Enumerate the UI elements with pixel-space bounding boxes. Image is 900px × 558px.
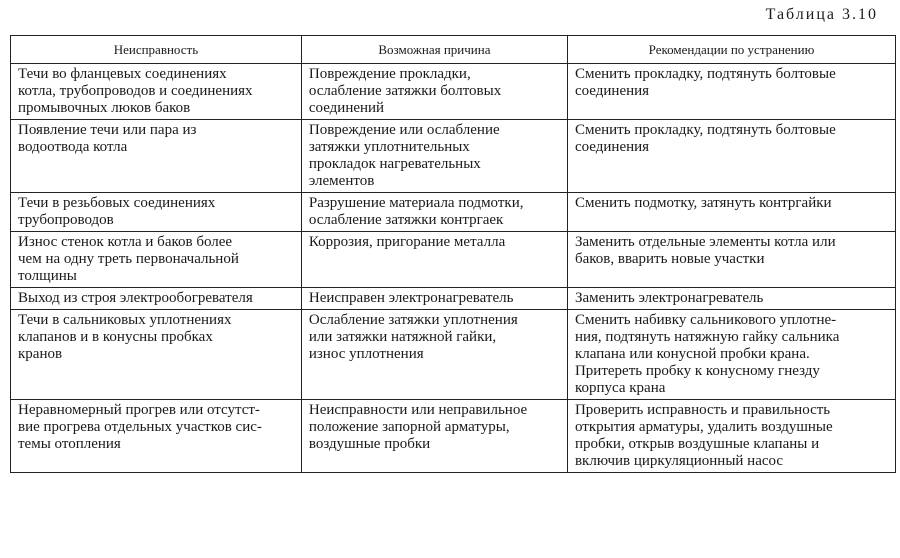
cell-cause <box>301 64 567 120</box>
cell-cause <box>301 310 567 400</box>
cell-fix <box>567 64 895 120</box>
cell-fix <box>567 120 895 193</box>
cell-fix-text: Сменить прокладку, подтянуть болтовые соединения <box>574 122 836 155</box>
cell-fault-text: Износ стенок котла и баков более чем на одну треть первоначальной толщины <box>18 234 239 284</box>
cell-fix-text: Проверить исправность и правильность открытия арматуры, удалить воздушные пробки, открыв воздушные клапаны и включив циркуляционный насос <box>574 402 833 469</box>
cell-fault <box>11 64 302 120</box>
fault-table <box>10 35 896 473</box>
table-header-row <box>11 36 896 64</box>
cell-cause <box>301 232 567 288</box>
table-row <box>11 193 896 232</box>
cell-fault-text: Течи во фланцевых соединениях котла, трубопроводов и соединениях промывочных люков баков <box>18 66 253 116</box>
cell-cause <box>301 120 567 193</box>
cell-fix <box>567 232 895 288</box>
cell-cause-text: Повреждение или ослабление затяжки уплотнительных прокладок нагревательных элементов <box>308 122 500 189</box>
cell-fault <box>11 193 302 232</box>
cell-cause <box>301 400 567 473</box>
cell-fix <box>567 288 895 310</box>
cell-fault <box>11 120 302 193</box>
table-caption: Таблица 3.10 <box>765 6 878 23</box>
cell-fault <box>11 232 302 288</box>
table-row <box>11 64 896 120</box>
table-row <box>11 232 896 288</box>
cell-cause-text: Разрушение материала подмотки, ослабление затяжки контргаек <box>308 195 524 228</box>
cell-fix-text: Заменить электронагреватель <box>574 290 764 306</box>
cell-fix <box>567 310 895 400</box>
cell-fault-text: Появление течи или пара из водоотвода котла <box>18 122 197 155</box>
table-row <box>11 288 896 310</box>
cell-fix-text: Заменить отдельные элементы котла или баков, вварить новые участки <box>574 234 836 267</box>
cell-fault <box>11 288 302 310</box>
cell-cause <box>301 193 567 232</box>
cell-fix-text: Сменить набивку сальникового уплотне- ния, подтянуть натяжную гайку сальника клапана или конусной пробки крана. Притереть пробку к конусному гнезду корпуса крана <box>574 312 840 396</box>
cell-cause-text: Неисправен электронагреватель <box>308 290 514 306</box>
cell-fault-text: Течи в сальниковых уплотнениях клапанов и в конусны пробках кранов <box>18 312 232 362</box>
cell-fix-text: Сменить подмотку, затянуть контргайки <box>574 195 832 211</box>
cell-fault-text: Неравномерный прогрев или отсутст- вие прогрева отдельных участков сис- темы отопления <box>18 402 262 452</box>
cell-cause-text: Ослабление затяжки уплотнения или затяжки натяжной гайки, износ уплотнения <box>308 312 518 362</box>
cell-cause-text: Неисправности или неправильное положение запорной арматуры, воздушные пробки <box>308 402 528 452</box>
cell-fault <box>11 310 302 400</box>
cell-fault-text: Течи в резьбовых соединениях трубопроводов <box>18 195 216 228</box>
cell-fault-text: Выход из строя электрообогревателя <box>18 290 253 306</box>
cell-fix <box>567 193 895 232</box>
column-header-fault: Неисправность <box>11 36 302 64</box>
table-row <box>11 310 896 400</box>
column-header-cause: Возможная причина <box>301 36 567 64</box>
column-header-fix: Рекомендации по устранению <box>567 36 895 64</box>
cell-cause-text: Коррозия, пригорание металла <box>308 234 506 250</box>
cell-fix-text: Сменить прокладку, подтянуть болтовые соединения <box>574 66 836 99</box>
cell-cause-text: Повреждение прокладки, ослабление затяжки болтовых соединений <box>308 66 502 116</box>
table-row <box>11 400 896 473</box>
cell-cause <box>301 288 567 310</box>
table-row <box>11 120 896 193</box>
cell-fault <box>11 400 302 473</box>
cell-fix <box>567 400 895 473</box>
